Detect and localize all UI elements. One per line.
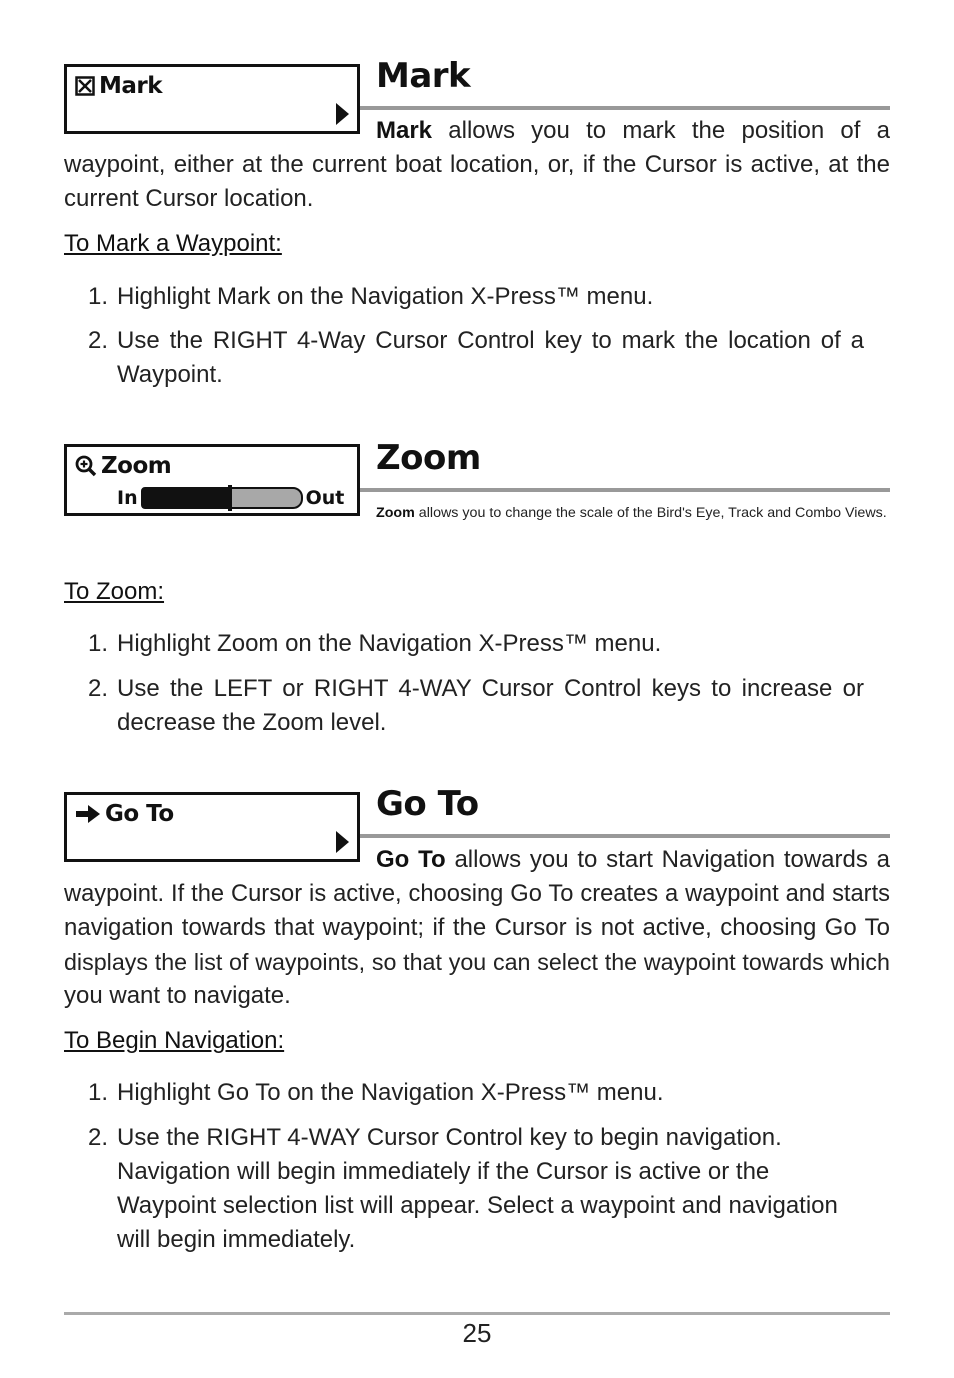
step-number: 2. bbox=[88, 327, 109, 354]
zoom-slider-handle[interactable] bbox=[228, 485, 232, 511]
footer-rule bbox=[64, 1312, 890, 1315]
arrow-right-icon bbox=[75, 804, 101, 824]
zoom-intro bbox=[376, 496, 890, 530]
zoom-menu-label: Zoom bbox=[101, 453, 172, 479]
goto-menu-label-wrap bbox=[75, 801, 174, 827]
goto-intro-text: allows you to start Navigation towards a bbox=[454, 846, 890, 873]
step-number: 2. bbox=[88, 1124, 109, 1151]
mark-section-title: Mark bbox=[376, 56, 471, 96]
goto-subheading: To Begin Navigation: bbox=[64, 1027, 285, 1054]
goto-paragraph-line-4: displays the list of waypoints, so that you can select the waypoint towards which bbox=[64, 949, 890, 975]
goto-title-rule bbox=[360, 834, 890, 838]
step-text: Highlight Zoom on the Navigation X-Press™ menu. bbox=[117, 630, 662, 657]
zoom-intro-text: allows you to change the scale of the Bird's Eye, Track and Combo Views. bbox=[418, 505, 887, 521]
mark-intro-text: allows you to mark the position of a bbox=[448, 117, 891, 144]
step-number: 1. bbox=[88, 1079, 109, 1106]
goto-paragraph-line-2: waypoint. If the Cursor is active, choosing Go To creates a waypoint and starts bbox=[64, 881, 890, 907]
zoom-track[interactable] bbox=[141, 487, 303, 509]
goto-paragraph-line-5: you want to navigate. bbox=[64, 982, 291, 1009]
step-text: Highlight Go To on the Navigation X-Press™ menu. bbox=[117, 1079, 664, 1106]
mark-step-1 bbox=[88, 280, 864, 314]
zoom-step-1 bbox=[88, 627, 864, 661]
mark-menu-label: Mark bbox=[99, 73, 163, 99]
goto-paragraph-line-3: navigation towards that waypoint; if the Cursor is not active, choosing Go To bbox=[64, 914, 890, 941]
step-text: Highlight Mark on the Navigation X-Press™ menu. bbox=[117, 283, 654, 310]
zoom-intro-bold: Zoom bbox=[376, 505, 415, 521]
step-text: Use the RIGHT 4-Way Cursor Control key to mark the location of a Waypoint. bbox=[117, 327, 864, 388]
step-text: Use the RIGHT 4-WAY Cursor Control key to begin navigation. Navigation will begin immediately if the Cursor is active or the Waypoint selection list will appear. Select a waypoint and navigation will begin immediately. bbox=[117, 1124, 838, 1253]
zoom-title-rule bbox=[360, 488, 890, 492]
goto-intro-line bbox=[376, 843, 890, 877]
mark-step-2 bbox=[88, 324, 864, 392]
zoom-step-2 bbox=[88, 672, 864, 740]
goto-menu-item[interactable] bbox=[64, 792, 360, 862]
page-number: 25 bbox=[462, 1318, 492, 1348]
mark-subheading: To Mark a Waypoint: bbox=[64, 230, 282, 257]
step-number: 1. bbox=[88, 283, 109, 310]
zoom-section-title: Zoom bbox=[376, 438, 481, 478]
step-number: 1. bbox=[88, 630, 109, 657]
mark-menu-label-wrap bbox=[75, 73, 162, 99]
mark-menu-item[interactable] bbox=[64, 64, 360, 134]
mark-title-rule bbox=[360, 106, 890, 110]
zoom-subheading: To Zoom: bbox=[64, 578, 165, 605]
mark-paragraph-line-3: current Cursor location. bbox=[64, 185, 314, 212]
zoom-magnifier-icon bbox=[75, 455, 97, 477]
zoom-menu-label-wrap bbox=[75, 453, 171, 479]
zoom-slider[interactable] bbox=[117, 485, 344, 511]
mark-icon bbox=[75, 76, 95, 96]
submenu-arrow-icon bbox=[336, 831, 349, 853]
zoom-out-label: Out bbox=[305, 487, 345, 509]
zoom-menu-item[interactable] bbox=[64, 444, 360, 516]
step-text: Use the LEFT or RIGHT 4-WAY Cursor Control keys to increase or decrease the Zoom level. bbox=[117, 675, 864, 736]
step-number: 2. bbox=[88, 675, 109, 702]
mark-intro-line bbox=[376, 114, 890, 148]
zoom-level-fill bbox=[143, 489, 230, 507]
goto-intro-bold: Go To bbox=[376, 846, 446, 873]
goto-step-1 bbox=[88, 1076, 864, 1110]
submenu-arrow-icon bbox=[336, 103, 349, 125]
goto-step-2 bbox=[88, 1121, 864, 1257]
goto-menu-label: Go To bbox=[105, 801, 174, 827]
goto-section-title: Go To bbox=[376, 784, 479, 824]
mark-intro-bold: Mark bbox=[376, 117, 433, 144]
mark-paragraph-line-2: waypoint, either at the current boat location, or, if the Cursor is active, at the bbox=[64, 151, 890, 178]
zoom-in-label: In bbox=[117, 487, 138, 509]
